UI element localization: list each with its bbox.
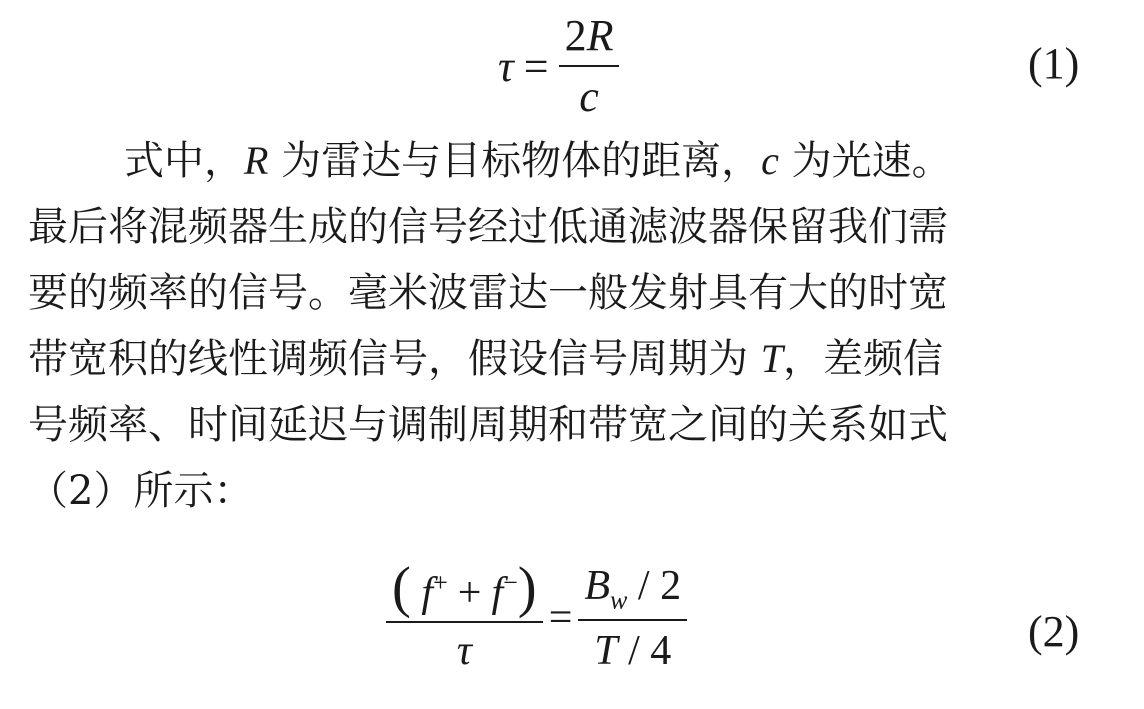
paragraph-line-2: 最后将混频器生成的信号经过低通滤波器保留我们需	[28, 204, 948, 250]
eq2-rhs-fraction	[578, 560, 687, 675]
body-paragraph	[28, 128, 1123, 524]
eq2-lhs-numerator: ( f+ + f−)	[392, 556, 537, 620]
eq2-lhs-fraction	[386, 556, 543, 675]
eq1-fraction	[559, 10, 620, 122]
equation-2	[386, 556, 687, 675]
paragraph-line-5: 号频率、时间延迟与调制周期和带宽之间的关系如式	[28, 402, 948, 448]
paragraph-line-3: 要的频率的信号。毫米波雷达一般发射具有大的时宽	[28, 270, 948, 316]
eq1-lhs: τ	[498, 41, 514, 91]
eq1-denominator: c	[579, 72, 599, 121]
equation-2-number: (2)	[1028, 607, 1080, 656]
paragraph-line-4: 带宽积的线性调频信号，假设信号周期为 T，差频信	[28, 336, 943, 382]
eq1-equals: =	[523, 41, 549, 91]
eq2-rhs-denominator: T / 4	[594, 628, 672, 675]
paragraph-line-1: 式中，R 为雷达与目标物体的距离，c 为光速。	[124, 138, 952, 184]
eq2-lhs-denominator: τ	[456, 628, 472, 675]
equation-1-number: (1)	[1028, 39, 1080, 88]
eq1-numerator: 2R	[564, 11, 614, 60]
equation-1	[498, 10, 619, 122]
eq2-rhs-numerator: $B_w / 2$	[584, 563, 682, 615]
paragraph-line-6: （2）所示：	[28, 468, 254, 514]
eq2-equals: =	[548, 594, 573, 641]
